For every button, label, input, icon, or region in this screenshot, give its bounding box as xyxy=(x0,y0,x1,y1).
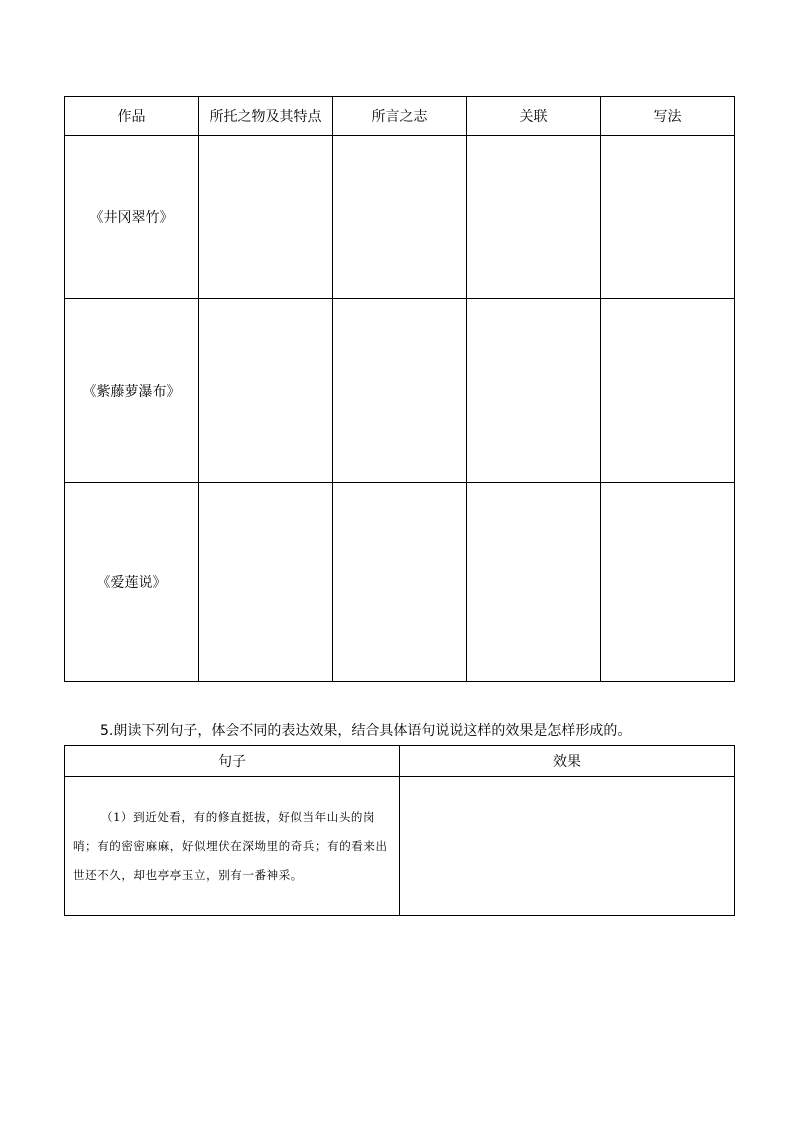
effect-answer-cell[interactable] xyxy=(400,777,735,916)
answer-cell[interactable] xyxy=(601,483,735,682)
question-text: 5.朗读下列句子，体会不同的表达效果，结合具体语句说说这样的效果是怎样形成的。 xyxy=(100,723,632,739)
answer-cell[interactable] xyxy=(199,136,333,299)
header-writing-method: 写法 xyxy=(601,97,735,136)
works-table-header-row xyxy=(65,97,735,136)
work-title: 《井冈翠竹》 xyxy=(65,136,199,299)
table-row xyxy=(65,483,735,682)
table-row xyxy=(65,777,735,916)
header-connection: 关联 xyxy=(467,97,601,136)
sentence-cell xyxy=(65,777,400,916)
table-row xyxy=(65,136,735,299)
sentence-text: （1）到近处看，有的修直挺拔，好似当年山头的岗哨；有的密密麻麻，好似埋伏在深坳里的奇兵；有的看来出世还不久，却也亭亭玉立，别有一番神采。 xyxy=(73,809,388,882)
answer-cell[interactable] xyxy=(467,483,601,682)
work-title: 《紫藤萝瀑布》 xyxy=(65,299,199,483)
answer-cell[interactable] xyxy=(601,299,735,483)
answer-cell[interactable] xyxy=(467,136,601,299)
table-row xyxy=(65,299,735,483)
header-sentence: 句子 xyxy=(65,746,400,777)
sentence-table-header-row xyxy=(65,746,735,777)
header-effect: 效果 xyxy=(400,746,735,777)
works-table xyxy=(64,96,735,682)
answer-cell[interactable] xyxy=(333,136,467,299)
answer-cell[interactable] xyxy=(467,299,601,483)
answer-cell[interactable] xyxy=(333,483,467,682)
header-aspiration: 所言之志 xyxy=(333,97,467,136)
answer-cell[interactable] xyxy=(333,299,467,483)
answer-cell[interactable] xyxy=(199,299,333,483)
sentence-table xyxy=(64,745,735,916)
work-title: 《爱莲说》 xyxy=(65,483,199,682)
header-work: 作品 xyxy=(65,97,199,136)
header-object-features: 所托之物及其特点 xyxy=(199,97,333,136)
answer-cell[interactable] xyxy=(199,483,333,682)
answer-cell[interactable] xyxy=(601,136,735,299)
